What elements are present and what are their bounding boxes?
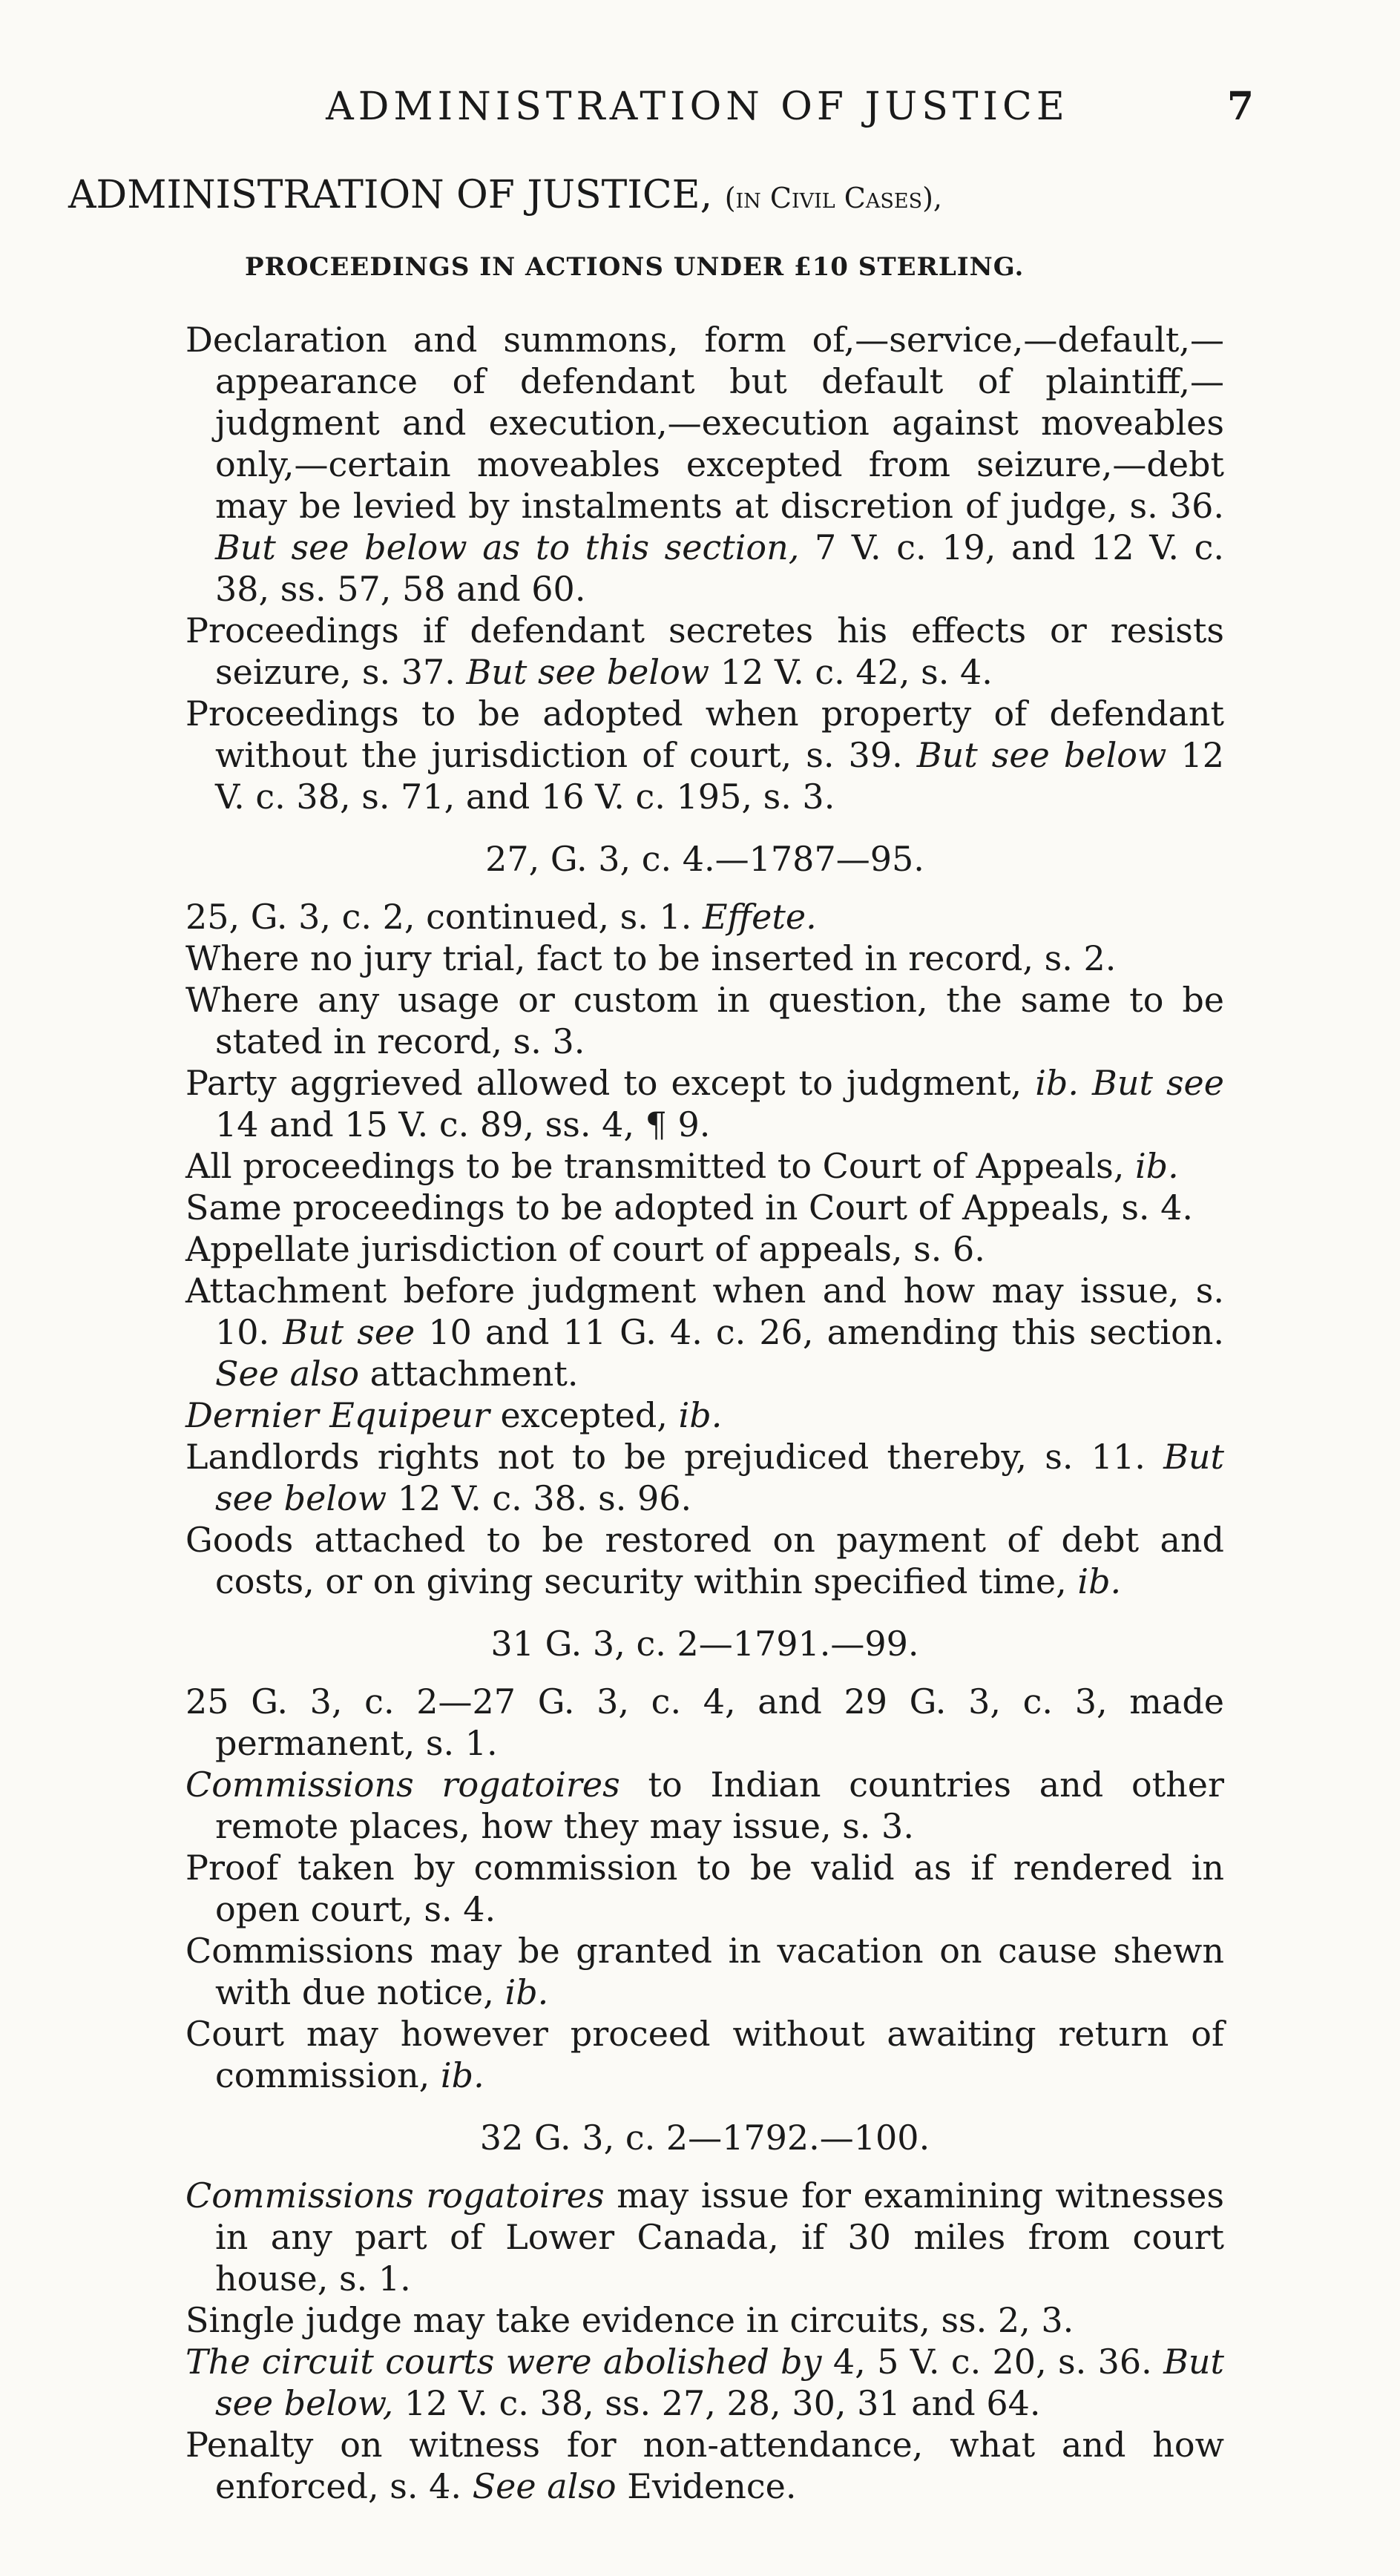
index-entry: 25 G. 3, c. 2—27 G. 3, c. 4, and 29 G. 3, c. 3, made permanent, s. 1.: [185, 1681, 1224, 1763]
index-entry: Declaration and summons, form of,—service,—default,—appearance of defendant but default of plaintiff,—judgment and execution,—execution against moveables only,—certain moveables excepted from seizure,—debt may be levied by instalments at discretion of judge, s. 36. But see below as to this section, 7 V. c. 19, and 12 V. c. 38, ss. 57, 58 and 60.: [185, 320, 1224, 609]
block-under-10-pounds: [185, 319, 1224, 817]
index-entry: Proceedings if defendant secretes his effects or resists seizure, s. 37. But see below 12 V. c. 42, s. 4.: [185, 610, 1224, 692]
index-entry: Party aggrieved allowed to except to judgment, ib. But see 14 and 15 V. c. 89, ss. 4, ¶ 9.: [185, 1063, 1225, 1144]
index-entry: Penalty on witness for non-attendance, what and how enforced, s. 4. See also Evidence.: [185, 2425, 1224, 2506]
index-entry: Same proceedings to be adopted in Court of Appeals, s. 4.: [185, 1187, 1194, 1228]
main-heading-qualifier: (in Civil Cases),: [724, 182, 942, 214]
index-entry: Single judge may take evidence in circuits, ss. 2, 3.: [185, 2300, 1074, 2340]
index-entry: Proceedings to be adopted when property of defendant without the jurisdiction of court, s. 39. But see below 12 V. c. 38, s. 71, and 16 V. c. 195, s. 3.: [185, 694, 1224, 817]
index-body: [185, 319, 1224, 2514]
section-heading: 27, G. 3, c. 4.—1787—95.: [485, 839, 924, 879]
index-entry: Attachment before judgment when and how may issue, s. 10. But see 10 and 11 G. 4. c. 26, amending this section. See also attachment.: [185, 1271, 1225, 1394]
index-entry: Commissions rogatoires may issue for examining witnesses in any part of Lower Canada, if 30 miles from court house, s. 1.: [185, 2175, 1224, 2299]
index-entry: Where any usage or custom in question, the same to be stated in record, s. 3.: [185, 980, 1224, 1061]
index-entry: Goods attached to be restored on payment of debt and costs, or on giving security within specified time, ib.: [185, 1520, 1224, 1601]
running-title: ADMINISTRATION OF JUSTICE: [326, 85, 1069, 129]
index-entry: Court may however proceed without awaiting return of commission, ib.: [185, 2014, 1224, 2095]
section-heading: 31 G. 3, c. 2—1791.—99.: [490, 1624, 919, 1664]
index-entry: All proceedings to be transmitted to Court of Appeals, ib.: [185, 1146, 1179, 1186]
index-entry: Commissions may be granted in vacation on cause shewn with due notice, ib.: [185, 1931, 1224, 2012]
section-1791: [185, 1681, 1224, 2096]
main-heading: [68, 172, 1330, 218]
section-1787: [185, 896, 1224, 1602]
subheading: PROCEEDINGS IN ACTIONS UNDER £10 STERLING.: [245, 252, 1025, 282]
index-entry: Where no jury trial, fact to be inserted in record, s. 2.: [185, 938, 1117, 978]
running-header: [185, 84, 1254, 129]
index-entry: The circuit courts were abolished by 4, 5 V. c. 20, s. 36. But see below, 12 V. c. 38, ss. 27, 28, 30, 31 and 64.: [185, 2342, 1225, 2423]
index-entry: Proof taken by commission to be valid as if rendered in open court, s. 4.: [185, 1848, 1224, 1929]
index-entry: Landlords rights not to be prejudiced thereby, s. 11. But see below 12 V. c. 38. s. 96.: [185, 1437, 1224, 1518]
section-heading: 32 G. 3, c. 2—1792.—100.: [479, 2118, 930, 2158]
page-number: 7: [1226, 84, 1254, 129]
index-entry: Dernier Equipeur excepted, ib.: [185, 1395, 723, 1435]
index-entry: Commissions rogatoires to Indian countries and other remote places, how they may issue, s. 3.: [185, 1765, 1224, 1846]
main-heading-text: ADMINISTRATION OF JUSTICE,: [68, 173, 713, 217]
index-entry: 25, G. 3, c. 2, continued, s. 1. Effete.: [185, 897, 817, 937]
index-entry: Appellate jurisdiction of court of appeals, s. 6.: [185, 1229, 985, 1269]
section-1792: [185, 2175, 1224, 2507]
